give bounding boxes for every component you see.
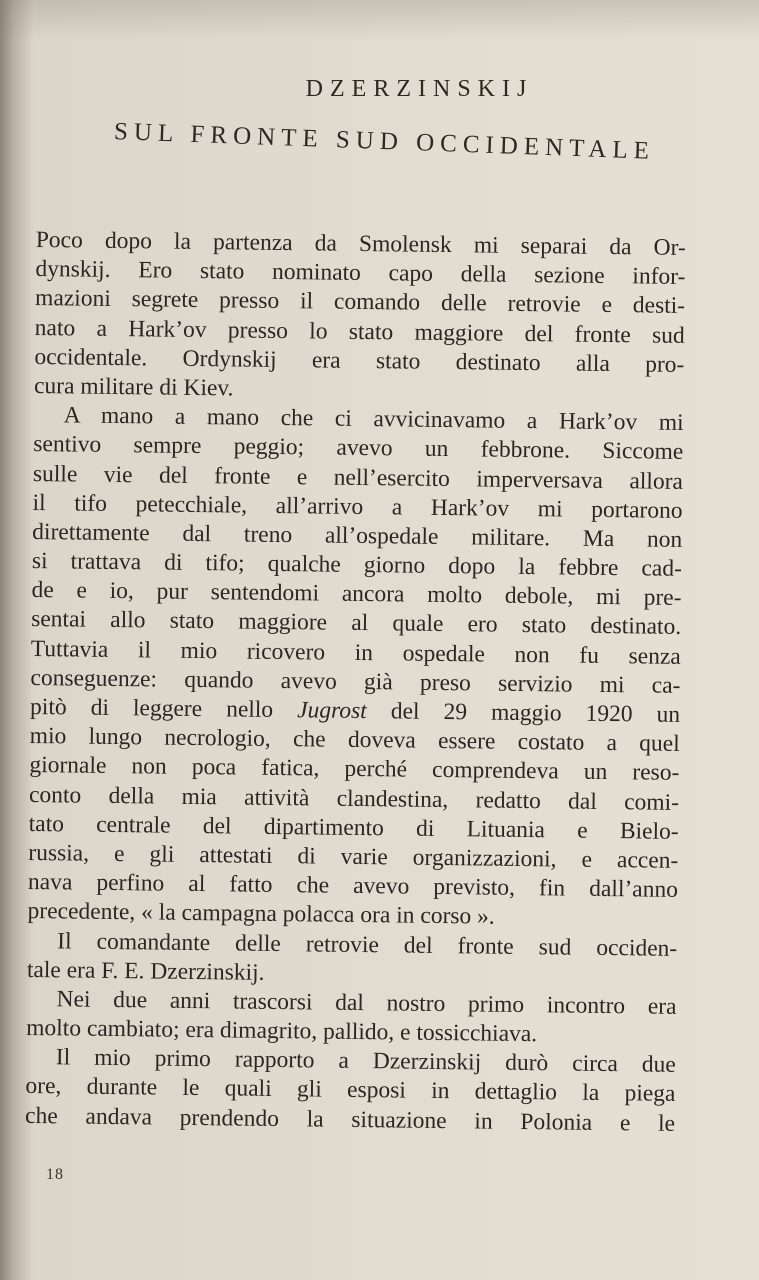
body-text <box>25 226 686 1139</box>
text-line: de e io, pur sentendomi ancora molto debole, mi pre- <box>31 577 682 612</box>
newspaper-title: Jugrost <box>297 697 367 725</box>
page-number: 18 <box>46 1166 64 1183</box>
text-line: il tifo petecchiale, all’arrivo a Hark’ov mi portarono <box>32 489 683 524</box>
text-line: giornale non poca fatica, perché comprendeva un reso- <box>29 752 680 787</box>
text-line: dynskij. Ero stato nominato capo della sezione infor- <box>35 256 686 291</box>
text-line: che andava prendendo la situazione in Polonia e le <box>24 1102 676 1137</box>
text-line: mazioni segrete presso il comando delle retrovie e desti- <box>34 285 686 320</box>
text-line: A mano a mano che ci avvicinavamo a Hark’ov mi <box>63 402 684 437</box>
text-line: mio lungo necrologio, che doveva essere costato a quel <box>29 723 680 758</box>
text-line: conto della mia attività clandestina, redatto dal comi- <box>28 781 680 816</box>
chapter-title-line-2: SUL FRONTE SUD OCCIDENTALE <box>113 118 656 165</box>
text-line: sentai allo stato maggiore al quale ero stato destinato. <box>31 606 682 641</box>
text-line: russia, e gli attestati di varie organizzazioni, e accen- <box>28 839 679 874</box>
text-line: occidentale. Ordynskij era stato destinato alla pro- <box>34 343 685 378</box>
text-line: tale era F. E. Dzerzinskij. <box>26 956 265 986</box>
text-line: nato a Hark’ov presso lo stato maggiore del fronte sud <box>34 314 685 349</box>
text-line: Tuttavia il mio ricovero in ospedale non fu senza <box>30 635 681 670</box>
text-line: Nei due anni trascorsi dal nostro primo incontro era <box>56 986 677 1020</box>
text-line: direttamente dal treno all’ospedale militare. Ma non <box>32 518 683 553</box>
text-line: cura militare di Kiev. <box>33 372 234 402</box>
text-line: Il mio primo rapporto a Dzerzinskij durò circa due <box>55 1044 676 1079</box>
text-segment: pitò di leggere nello <box>29 693 274 723</box>
chapter-title-line-1: DZERZINSKIJ <box>305 76 534 102</box>
text-line: sentivo sempre peggio; avevo un febbrone. Siccome <box>33 431 684 466</box>
text-line: tato centrale del dipartimento di Lituania e Bielo- <box>28 810 679 845</box>
text-line: conseguenze: quando avevo già preso servizio mi ca- <box>30 664 681 699</box>
text-line: ore, durante le quali gli esposi in dettaglio la piega <box>25 1073 676 1108</box>
text-line: molto cambiato; era dimagrito, pallido, e tossicchiava. <box>26 1015 538 1048</box>
text-line: si trattava di tifo; qualche giorno dopo la febbre cad- <box>31 548 683 582</box>
page-shadow <box>0 0 759 40</box>
text-line: precedente, « la campagna polacca ora in corso ». <box>27 898 495 930</box>
text-segment: del 29 maggio 1920 un <box>390 698 681 728</box>
text-line: Poco dopo la partenza da Smolensk mi separai da Or- <box>35 226 686 261</box>
text-line: Il comandante delle retrovie del fronte sud occiden- <box>57 927 678 962</box>
text-line: nava perfino al fatto che avevo previsto, fin dall’anno <box>27 869 679 904</box>
text-line: sulle vie del fronte e nell’esercito imperversava allora <box>32 460 684 495</box>
